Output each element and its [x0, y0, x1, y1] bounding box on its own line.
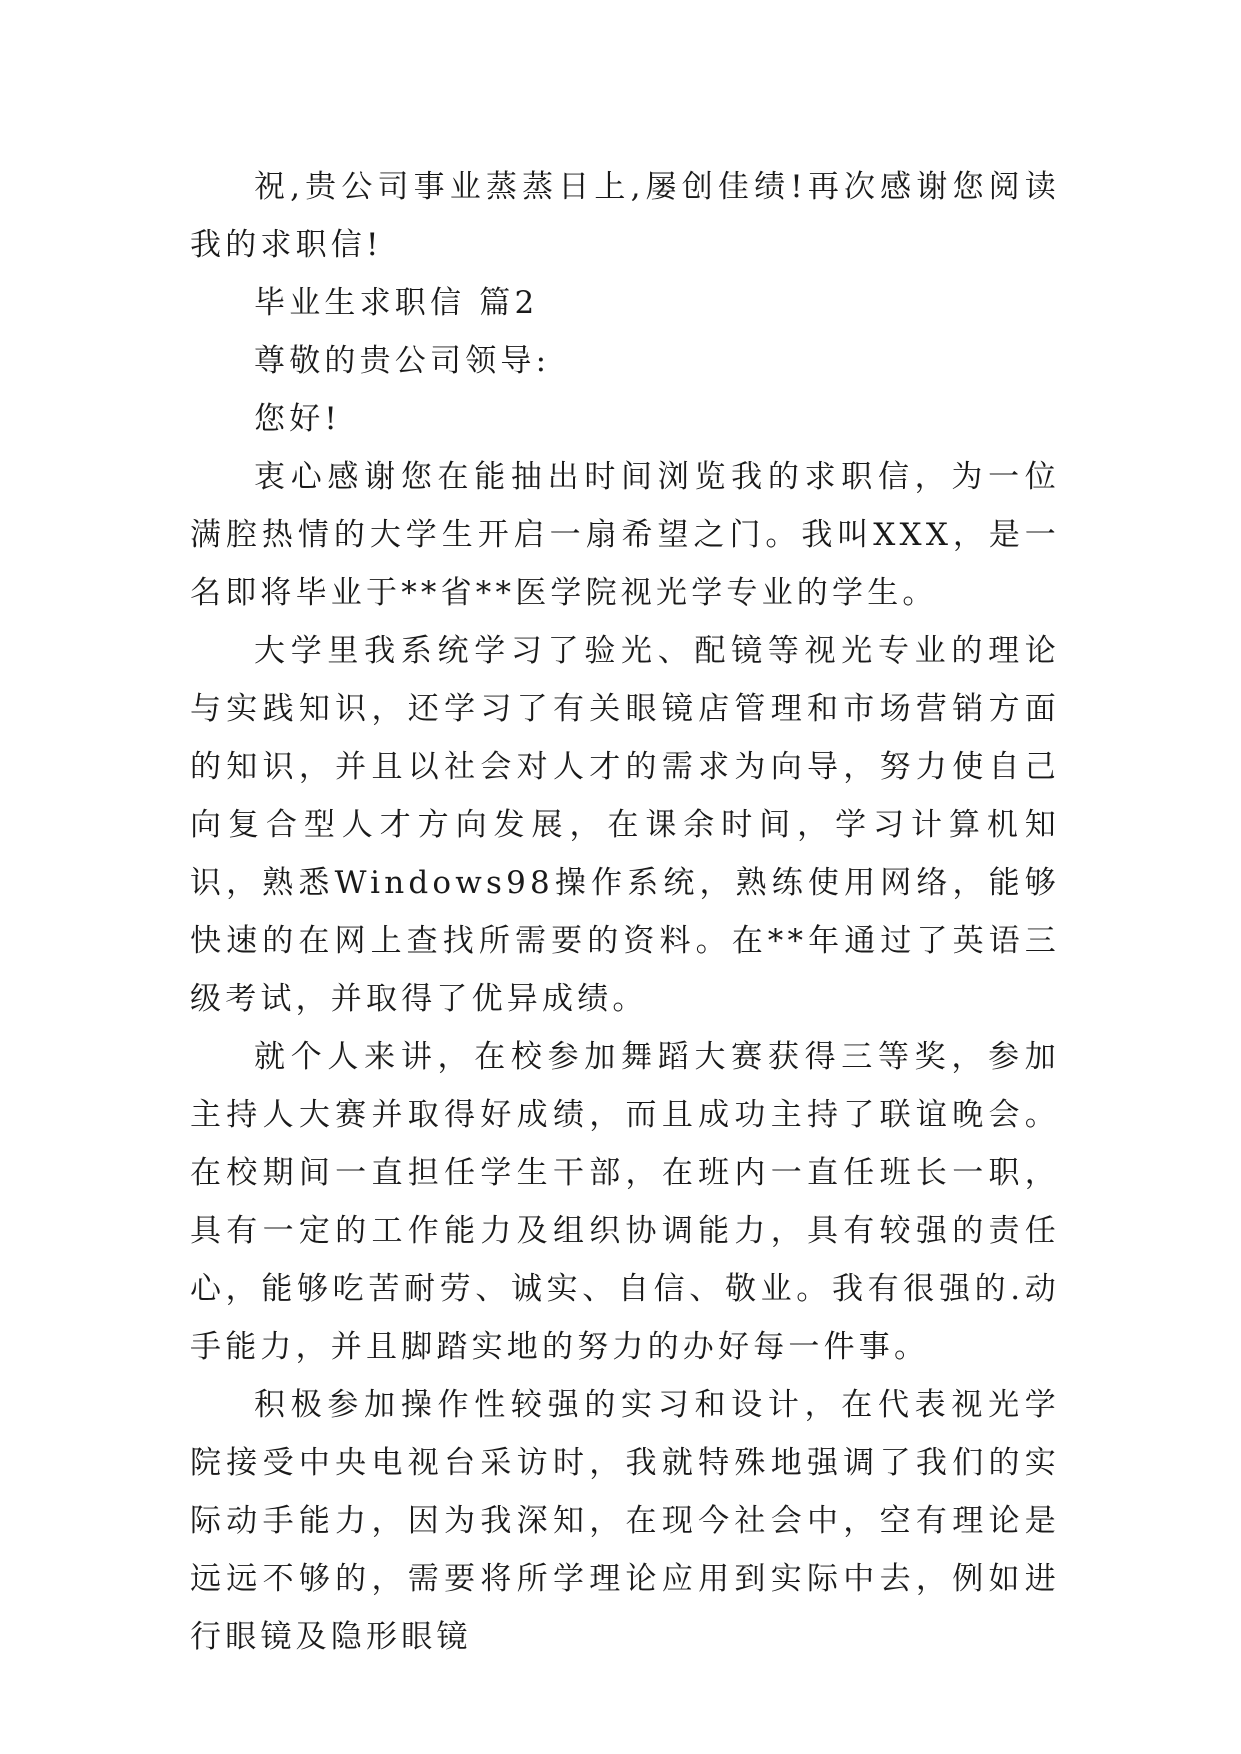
education-paragraph: 大学里我系统学习了验光、配镜等视光专业的理论与实践知识，还学习了有关眼镜店管理和市场营销方面的知识，并且以社会对人才的需求为向导，努力使自己向复合型人才方向发展，在课余时间，学习计算机知识，熟悉Windows98操作系统，熟练使用网络，能够快速的在网上查找所需要的资料。在**年通过了英语三级考试，并取得了优异成绩。: [190, 633, 1060, 1017]
letter-body: [190, 158, 1060, 1666]
personal-paragraph: 就个人来讲，在校参加舞蹈大赛获得三等奖，参加主持人大赛并取得好成绩，而且成功主持了联谊晚会。在校期间一直担任学生干部，在班内一直任班长一职，具有一定的工作能力及组织协调能力，具有较强的责任心，能够吃苦耐劳、诚实、自信、敬业。我有很强的.动手能力，并且脚踏实地的努力的办好每一件事。: [190, 1039, 1060, 1365]
closing-wish-paragraph: 祝,贵公司事业蒸蒸日上,屡创佳绩!再次感谢您阅读我的求职信!: [190, 169, 1060, 263]
section-heading: 毕业生求职信 篇2: [254, 285, 539, 321]
salutation: 尊敬的贵公司领导:: [254, 343, 551, 379]
greeting: 您好!: [254, 401, 342, 437]
intro-paragraph: 衷心感谢您在能抽出时间浏览我的求职信，为一位满腔热情的大学生开启一扇希望之门。我叫XXX，是一名即将毕业于**省**医学院视光学专业的学生。: [190, 459, 1060, 611]
practice-paragraph: 积极参加操作性较强的实习和设计，在代表视光学院接受中央电视台采访时，我就特殊地强调了我们的实际动手能力，因为我深知，在现今社会中，空有理论是远远不够的，需要将所学理论应用到实际中去，例如进行眼镜及隐形眼镜: [190, 1387, 1060, 1655]
